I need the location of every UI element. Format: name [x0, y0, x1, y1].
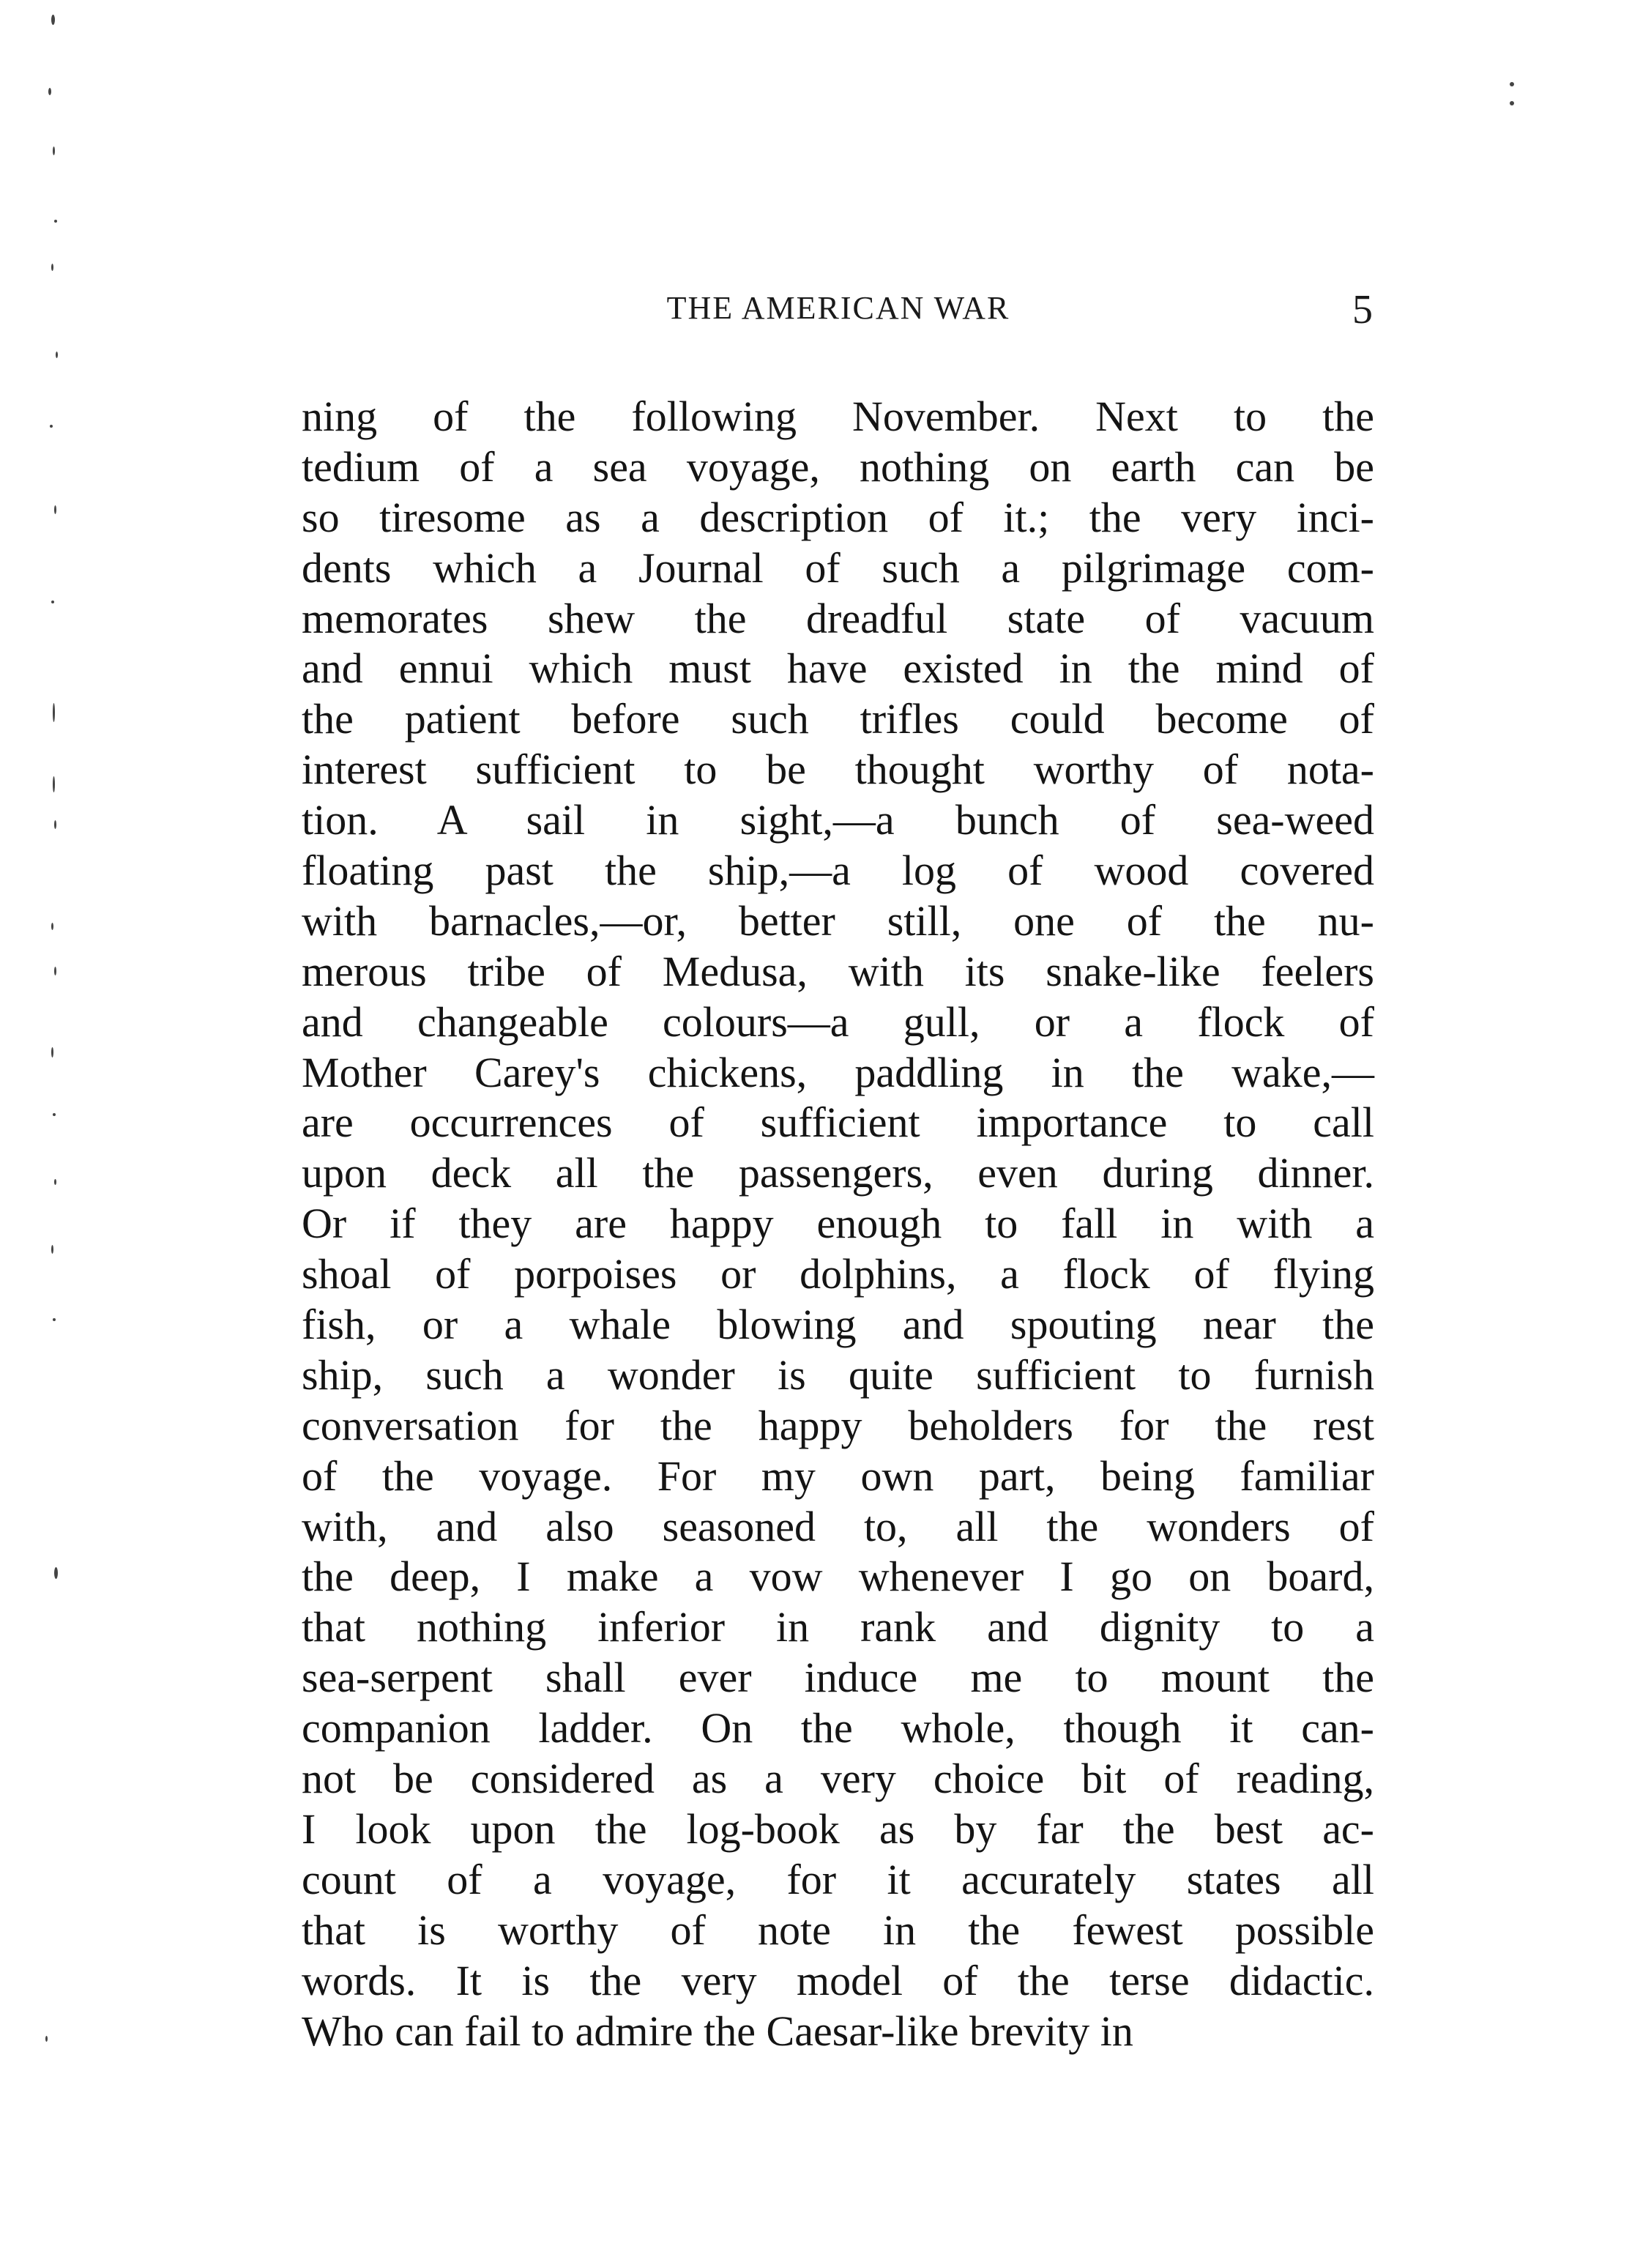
text-line: of the voyage. For my own part, being familiar: [302, 1451, 1374, 1500]
text-line: ning of the following November. Next to the: [302, 393, 1374, 440]
scan-speck: [51, 1047, 53, 1057]
scan-speck-right: [1510, 82, 1514, 86]
scan-speck: [45, 2036, 48, 2042]
text-line: are occurrences of sufficient importance to call: [302, 1098, 1374, 1147]
text-line: sea-serpent shall ever induce me to mount the: [302, 1654, 1374, 1702]
text-line: with, and also seasoned to, all the wonders of: [302, 1502, 1374, 1550]
text-line: that is worthy of note in the fewest possible: [302, 1906, 1374, 1954]
running-head: [304, 289, 1373, 333]
text-line: dents which a Journal of such a pilgrimage com-: [302, 543, 1374, 592]
text-line: the patient before such trifles could become of: [302, 695, 1374, 743]
text-line: ship, such a wonder is quite sufficient to furnish: [302, 1350, 1374, 1399]
scan-speck: [54, 967, 56, 975]
scan-speck: [51, 15, 55, 25]
scan-speck: [54, 220, 57, 223]
scan-speck: [53, 703, 55, 722]
text-line: the deep, I make a vow whenever I go on board,: [302, 1553, 1374, 1601]
scan-speck: [54, 1179, 56, 1185]
text-line: and ennui which must have existed in the mind of: [302, 644, 1374, 693]
text-line: not be considered as a very choice bit of reading,: [302, 1755, 1374, 1803]
scan-speck: [51, 1245, 53, 1254]
text-line: interest sufficient to be thought worthy of nota-: [302, 746, 1374, 794]
text-line: merous tribe of Medusa, with its snake-like feelers: [302, 947, 1374, 995]
text-line: Who can fail to admire the Caesar-like brevity in: [302, 2007, 1133, 2055]
scan-margin-specks: [0, 0, 88, 2268]
scan-speck: [53, 776, 55, 792]
text-line: shoal of porpoises or dolphins, a flock of flying: [302, 1250, 1374, 1298]
scan-speck: [50, 425, 53, 428]
scan-speck: [51, 923, 53, 930]
text-line: floating past the ship,—a log of wood covered: [302, 847, 1374, 895]
scan-speck: [53, 1318, 56, 1321]
text-line: tedium of a sea voyage, nothing on earth can be: [302, 442, 1374, 491]
scan-speck-right: [1510, 101, 1514, 105]
text-line: memorates shew the dreadful state of vacuum: [302, 594, 1374, 642]
scan-speck: [54, 820, 56, 829]
scan-speck: [54, 1567, 58, 1579]
running-title: THE AMERICAN WAR: [666, 290, 1010, 326]
scan-speck: [48, 88, 51, 95]
scan-speck: [54, 505, 56, 514]
scan-speck: [51, 601, 54, 603]
page-number: 5: [1352, 287, 1373, 332]
scan-speck: [51, 264, 53, 271]
text-line: with barnacles,—or, better still, one of the nu-: [302, 896, 1374, 945]
scan-speck: [53, 146, 55, 155]
body-text: [302, 392, 1374, 2056]
text-line: I look upon the log-book as by far the best ac-: [302, 1804, 1374, 1853]
text-line: Mother Carey's chickens, paddling in the wake,—: [302, 1048, 1374, 1096]
text-line: so tiresome as a description of it.; the very inci-: [302, 493, 1374, 541]
text-line: and changeable colours—a gull, or a flock of: [302, 997, 1374, 1046]
text-line: tion. A sail in sight,—a bunch of sea-weed: [302, 796, 1374, 844]
scan-speck: [53, 1113, 56, 1116]
text-line: conversation for the happy beholders for the rest: [302, 1401, 1374, 1449]
scan-speck: [56, 352, 58, 358]
text-line: fish, or a whale blowing and spouting near the: [302, 1301, 1374, 1349]
text-line: count of a voyage, for it accurately states all: [302, 1855, 1374, 1903]
text-line: upon deck all the passengers, even during dinner.: [302, 1149, 1374, 1197]
text-line: that nothing inferior in rank and dignity to a: [302, 1603, 1374, 1651]
text-line: words. It is the very model of the terse didactic.: [302, 1956, 1374, 2004]
text-line: Or if they are happy enough to fall in with a: [302, 1200, 1374, 1248]
text-line: companion ladder. On the whole, though it can-: [302, 1704, 1374, 1752]
